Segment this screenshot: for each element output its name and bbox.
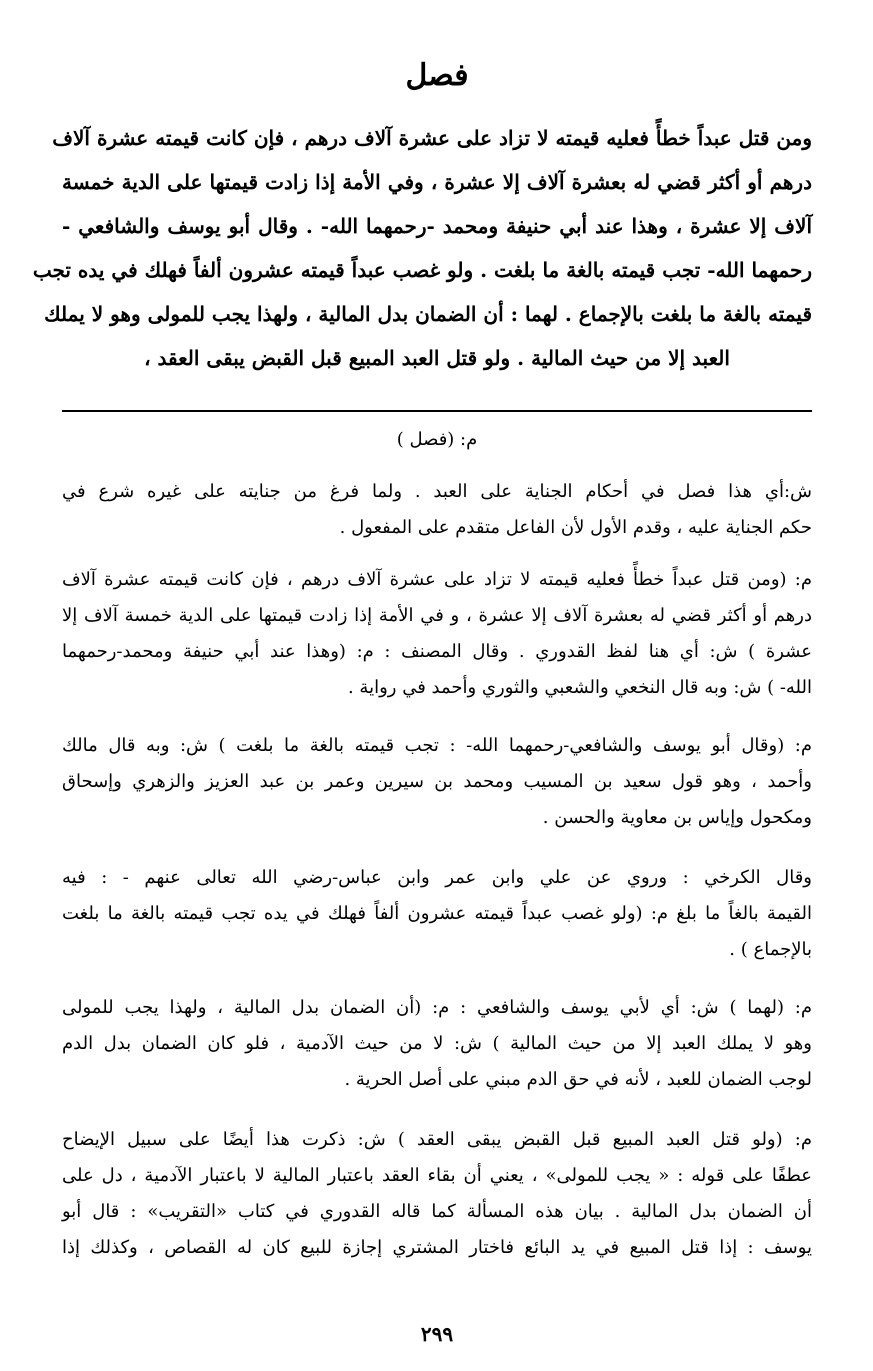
commentary-paragraph-5 [62,860,812,968]
commentary-line: م: (وقال أبو يوسف والشافعي-رحمهما الله- : تجب قيمته بالغة ما بلغت ) ش: وبه قال مالك [62,735,812,756]
commentary-paragraph-7 [62,1122,812,1266]
main-text-line: قيمته بالغة ما بلغت بالإجماع . لهما : أن الضمان بدل المالية ، ولهذا يجب للمولى وهو لا يملك [44,302,812,326]
commentary-paragraph-1 [62,422,812,458]
commentary-line: عشرة ) ش: أي هنا لفظ القدوري . وقال المصنف : م: (وهذا عند أبي حنيفة ومحمد-رحمهما [62,641,812,662]
commentary-line: يوسف : إذا قتل المبيع في يد البائع فاختار المشتري إجازة للبيع كان له القصاص ، وكذلك إذا [62,1237,812,1258]
commentary-line: الله- ) ش: وبه قال النخعي والشعبي والثوري وأحمد في رواية . [347,677,812,698]
book-page [32,0,812,1371]
commentary-line: درهم أو أكثر قضي له بعشرة آلاف إلا عشرة ، و في الأمة إذا زادت قيمتها على الدية خمسة آلاف إلا [62,605,812,626]
commentary-line: م: (ولو قتل العبد المبيع قبل القبض يبقى العقد ) ش: ذكرت هذا أيضًا على سبيل الإيضاح [62,1129,812,1150]
main-text-line: آلاف إلا عشرة ، وهذا عند أبي حنيفة ومحمد -رحمهما الله- . وقال أبو يوسف والشافعي - [62,214,812,238]
commentary-line: م: (ومن قتل عبداً خطأً فعليه قيمته لا تزاد على عشرة آلاف درهم ، فإن كانت قيمته عشرة آلاف [62,569,812,590]
commentary-line: ومكحول وإياس بن معاوية والحسن . [542,807,812,828]
separator-rule [62,410,812,412]
commentary-paragraph-3 [62,562,812,706]
commentary-line: عطفًا على قوله : « يجب للمولى» ، يعني أن بقاء العقد باعتبار المالية لا باعتبار الآدمية ، دل على [62,1165,812,1186]
page-number: ٢٩٩ [420,1322,454,1346]
commentary-paragraph-6 [62,990,812,1098]
commentary-line: وأحمد ، وهو قول سعيد بن المسيب ومحمد بن سيرين وعمر بن عبد العزيز والزهري وإسحاق [62,771,812,792]
main-text-line: درهم أو أكثر قضي له بعشرة آلاف إلا عشرة ، وفي الأمة إذا زادت قيمتها على الدية خمسة [62,170,812,194]
commentary-line: القيمة بالغاً ما بلغ م: (ولو غصب عبداً قيمته عشرون ألفاً فهلك في يده تجب قيمته بالغة ما بلغت [62,903,812,924]
commentary-paragraph-2 [62,474,812,546]
commentary-line: حكم الجناية عليه ، وقدم الأول لأن الفاعل متقدم على المفعول . [339,517,812,538]
commentary-line: م: (فصل ) [396,429,478,450]
commentary-line: أن الضمان بدل المالية . بيان هذه المسألة كما قاله القدوري في كتاب «التقريب» : قال أبو [62,1201,812,1222]
commentary-line: لوجب الضمان للعبد ، لأنه في حق الدم مبني على أصل الحرية . [344,1069,812,1090]
chapter-heading: فصل [405,58,469,93]
commentary-line: ش:أي هذا فصل في أحكام الجناية على العبد . ولما فرغ من جنايته على غيره شرع في [62,481,812,502]
main-text-line: العبد إلا من حيث المالية . ولو قتل العبد المبيع قبل القبض يبقى العقد ، [144,346,730,370]
commentary-line: م: (لهما ) ش: أي لأبي يوسف والشافعي : م: (أن الضمان بدل المالية ، ولهذا يجب للمولى [62,997,812,1018]
main-text-line: رحمهما الله- تجب قيمته بالغة ما بلغت . ولو غصب عبداً قيمته عشرون ألفاً فهلك في يده تجب [32,258,812,282]
main-text-block [32,116,812,380]
commentary-paragraph-4 [62,728,812,836]
commentary-line: وقال الكرخي : وروي عن علي وابن عمر وابن عباس-رضي الله تعالى عنهم - : فيه [62,867,812,888]
commentary-line: بالإجماع ) . [729,939,812,960]
commentary-line: وهو لا يملك العبد إلا من حيث المالية ) ش: لا من حيث الآدمية ، فلو كان الضمان بدل الدم [62,1033,812,1054]
main-text-line: ومن قتل عبداً خطأً فعليه قيمته لا تزاد على عشرة آلاف درهم ، فإن كانت قيمته عشرة آلاف [52,126,812,150]
